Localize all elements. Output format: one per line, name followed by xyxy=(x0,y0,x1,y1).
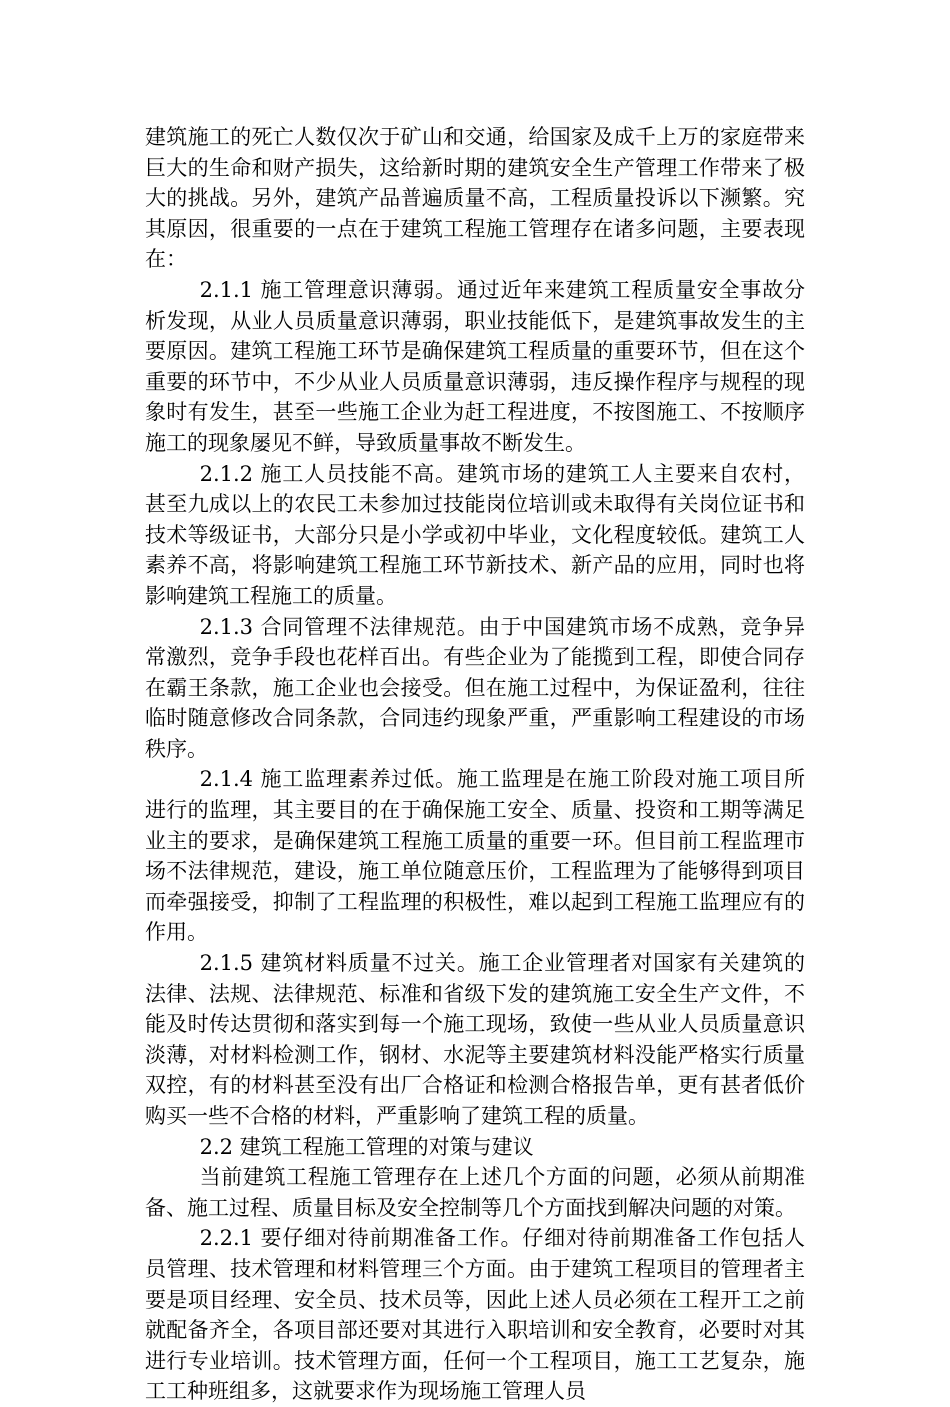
section-2-1-3-paragraph: 2.1.3 合同管理不法律规范。由于中国建筑市场不成熟，竞争异常激烈，竞争手段也花样百出。有些企业为了能揽到工程，即使合同存在霸王条款，施工企业也会接受。但在施工过程中，为保证盈利，往往临时随意修改合同条款，合同违约现象严重，严重影响工程建设的市场秩序。 xyxy=(145,614,805,761)
document-body xyxy=(145,122,805,1407)
section-2-1-1-paragraph: 2.1.1 施工管理意识薄弱。通过近年来建筑工程质量安全事故分析发现，从业人员质量意识薄弱，职业技能低下，是建筑事故发生的主要原因。建筑工程施工环节是确保建筑工程质量的重要环节，但在这个重要的环节中，不少从业人员质量意识薄弱，违反操作程序与规程的现象时有发生，甚至一些施工企业为赶工程进度，不按图施工、不按顺序施工的现象屡见不鲜，导致质量事故不断发生。 xyxy=(145,277,805,455)
section-2-1-5-paragraph: 2.1.5 建筑材料质量不过关。施工企业管理者对国家有关建筑的法律、法规、法律规范、标准和省级下发的建筑施工安全生产文件，不能及时传达贯彻和落实到每一个施工现场，致使一些从业人员质量意识淡薄，对材料检测工作，钢材、水泥等主要建筑材料没能严格实行质量双控，有的材料甚至没有出厂合格证和检测合格报告单，更有甚者低价购买一些不合格的材料，严重影响了建筑工程的质量。 xyxy=(145,951,805,1128)
section-2-2-1-paragraph: 2.2.1 要仔细对待前期准备工作。仔细对待前期准备工作包括人员管理、技术管理和材料管理三个方面。由于建筑工程项目的管理者主要是项目经理、安全员、技术员等，因此上述人员必须在工程开工之前就配备齐全，各项目部还要对其进行入职培训和安全教育，必要时对其进行专业培训。技术管理方面，任何一个工程项目，施工工艺复杂，施工工种班组多，这就要求作为现场施工管理人员 xyxy=(145,1226,805,1404)
intro-paragraph: 建筑施工的死亡人数仅次于矿山和交通，给国家及成千上万的家庭带来巨大的生命和财产损失，这给新时期的建筑安全生产管理工作带来了极大的挑战。另外，建筑产品普遍质量不高，工程质量投诉以下濒繁。究其原因，很重要的一点在于建筑工程施工管理存在诸多问题，主要表现在： xyxy=(145,125,805,272)
section-2-2-heading: 2.2 建筑工程施工管理的对策与建议 xyxy=(199,1134,534,1159)
section-2-1-4-paragraph: 2.1.4 施工监理素养过低。施工监理是在施工阶段对施工项目所进行的监理，其主要目的在于确保施工安全、质量、投资和工期等满足业主的要求，是确保建筑工程施工质量的重要一环。但目前工程监理市场不法律规范，建设，施工单位随意压价，工程监理为了能够得到项目而牵强接受，抑制了工程监理的积极性，难以起到工程施工监理应有的作用。 xyxy=(145,767,805,945)
section-2-2-intro-paragraph: 当前建筑工程施工管理存在上述几个方面的问题，必须从前期准备、施工过程、质量目标及安全控制等几个方面找到解决问题的对策。 xyxy=(145,1165,805,1220)
section-2-1-2-paragraph: 2.1.2 施工人员技能不高。建筑市场的建筑工人主要来自农村，甚至九成以上的农民工未参加过技能岗位培训或未取得有关岗位证书和技术等级证书，大部分只是小学或初中毕业，文化程度较低。建筑工人素养不高，将影响建筑工程施工环节新技术、新产品的应用，同时也将影响建筑工程施工的质量。 xyxy=(145,461,805,608)
